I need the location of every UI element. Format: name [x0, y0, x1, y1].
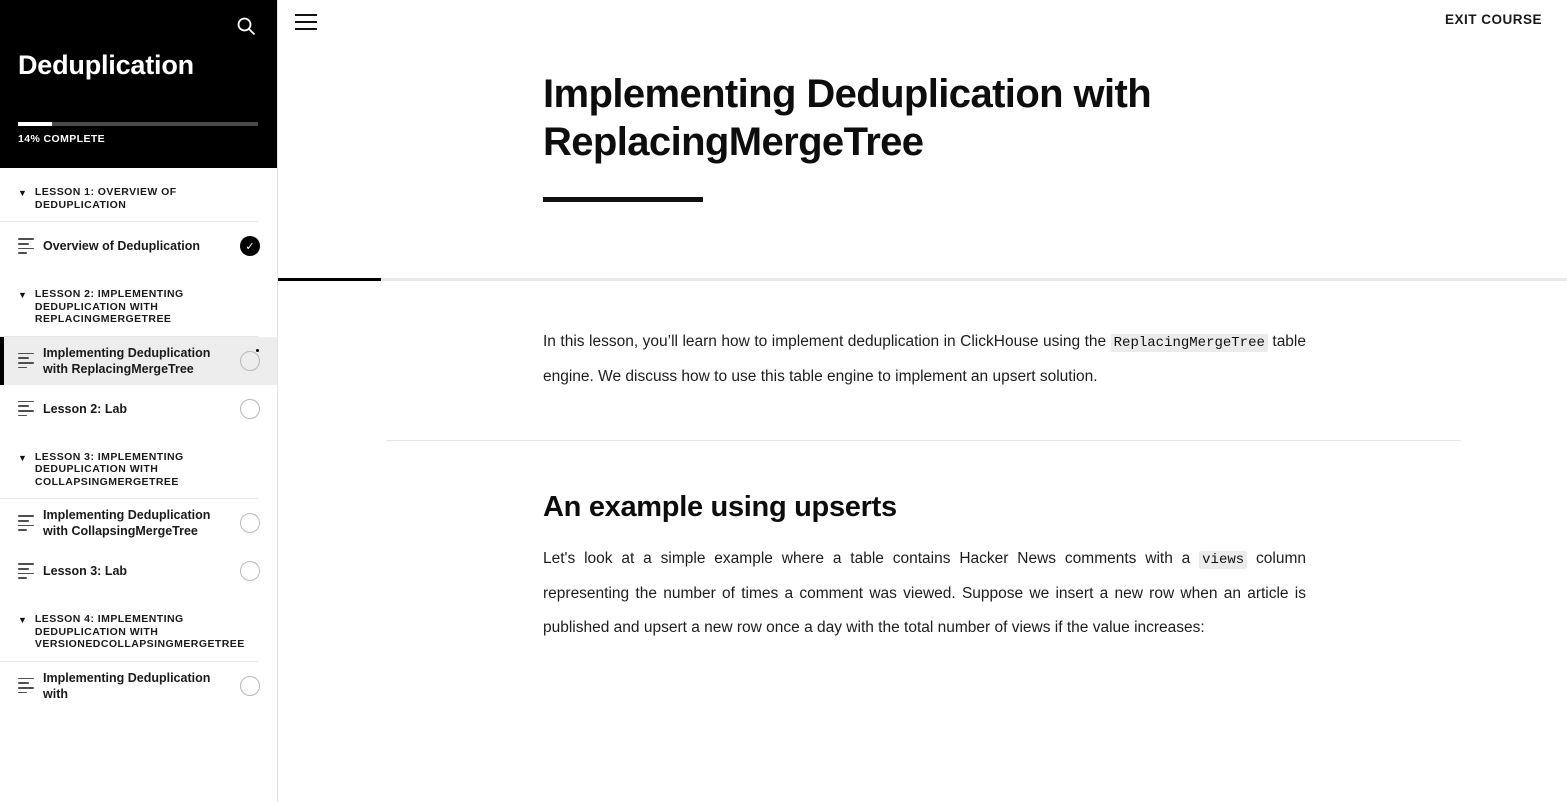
section-header-lesson-2[interactable] [0, 270, 258, 337]
list-item-label: Implementing Deduplication with [43, 670, 211, 701]
inline-code-replacingmergetree: ReplacingMergeTree [1111, 334, 1268, 352]
lesson-lines-icon [18, 238, 34, 253]
status-badge-incomplete [240, 676, 260, 696]
list-item-active[interactable] [0, 337, 278, 385]
section-text-2: column representing the number of times a comment was viewed. Suppose we insert a new row when an article is published and upsert a new row once a day with the total number of views if the value increases: [543, 550, 1306, 636]
list-item[interactable] [0, 385, 278, 433]
chevron-down-icon: ▼ [18, 452, 27, 463]
intro-paragraph [543, 325, 1306, 394]
lesson-lines-icon [18, 678, 34, 693]
list-item-label: Lesson 3: Lab [43, 564, 128, 578]
lesson-lines-icon [18, 563, 34, 578]
section-title: LESSON 4: IMPLEMENTING DEDUPLICATION WITH VERSIONEDCOLLAPSINGMERGETREE [34, 613, 245, 650]
section-title: LESSON 3: IMPLEMENTING DEDUPLICATION WITH COLLAPSINGMERGETREE [34, 450, 184, 488]
lesson-list[interactable] [0, 168, 278, 802]
section-header-lesson-4[interactable] [0, 595, 258, 662]
hamburger-menu-icon[interactable] [295, 14, 317, 30]
status-badge-incomplete [240, 513, 260, 533]
title-underline [543, 197, 703, 202]
progress-label: 14% COMPLETE [18, 133, 106, 145]
lesson-lines-icon [18, 401, 34, 416]
inline-code-views: views [1199, 551, 1247, 569]
progress-track [18, 122, 258, 126]
list-item[interactable] [0, 499, 278, 547]
section-heading: An example using upserts [543, 491, 897, 523]
status-badge-incomplete [240, 561, 260, 581]
chevron-down-icon: ▼ [18, 615, 27, 625]
section-text-1: Let's look at a simple example where a table contains Hacker News comments with a [543, 550, 1200, 567]
lesson-content [278, 46, 1567, 802]
exit-course-button[interactable]: EXIT COURSE [1444, 12, 1542, 27]
search-icon[interactable] [233, 13, 259, 39]
intro-text-2: table engine. We discuss how to use this table engine to implement an upsert solution. [543, 333, 1306, 385]
status-badge-complete: ✓ [240, 236, 260, 256]
course-title: Deduplication [18, 50, 194, 80]
section-paragraph [543, 542, 1306, 645]
course-progress [18, 122, 258, 145]
sidebar-header [0, 0, 277, 168]
page-title: Implementing Deduplication with ReplacingMergeTree [543, 72, 1152, 164]
section-title: LESSON 2: IMPLEMENTING DEDUPLICATION WITH REPLACINGMERGETREE [34, 288, 184, 325]
lesson-lines-icon [18, 353, 34, 368]
section-header-lesson-3[interactable] [0, 433, 258, 500]
section-title: LESSON 1: OVERVIEW OF DEDUPLICATION [34, 186, 177, 211]
status-badge-current [240, 351, 260, 371]
chevron-down-icon: ▼ [18, 290, 27, 300]
list-item[interactable] [0, 547, 278, 595]
top-bar [278, 0, 1567, 46]
list-item-label: Overview of Deduplication [43, 239, 200, 253]
divider [386, 440, 1461, 441]
intro-text-1: In this lesson, you’ll learn how to implement deduplication in ClickHouse using the [543, 333, 1111, 350]
section-header-lesson-1[interactable] [0, 168, 258, 222]
list-item-label: Implementing Deduplication with ReplacingMergeTree [43, 345, 211, 376]
status-badge-incomplete [240, 399, 260, 419]
lesson-lines-icon [18, 515, 34, 530]
list-item[interactable] [0, 662, 278, 710]
list-item-label: Implementing Deduplication with CollapsingMergeTree [43, 508, 211, 538]
list-item[interactable] [0, 222, 278, 270]
lesson-body [278, 281, 1567, 645]
sidebar [0, 0, 278, 802]
progress-fill [18, 122, 52, 126]
chevron-down-icon: ▼ [18, 188, 27, 198]
list-item-label: Lesson 2: Lab [43, 401, 128, 416]
